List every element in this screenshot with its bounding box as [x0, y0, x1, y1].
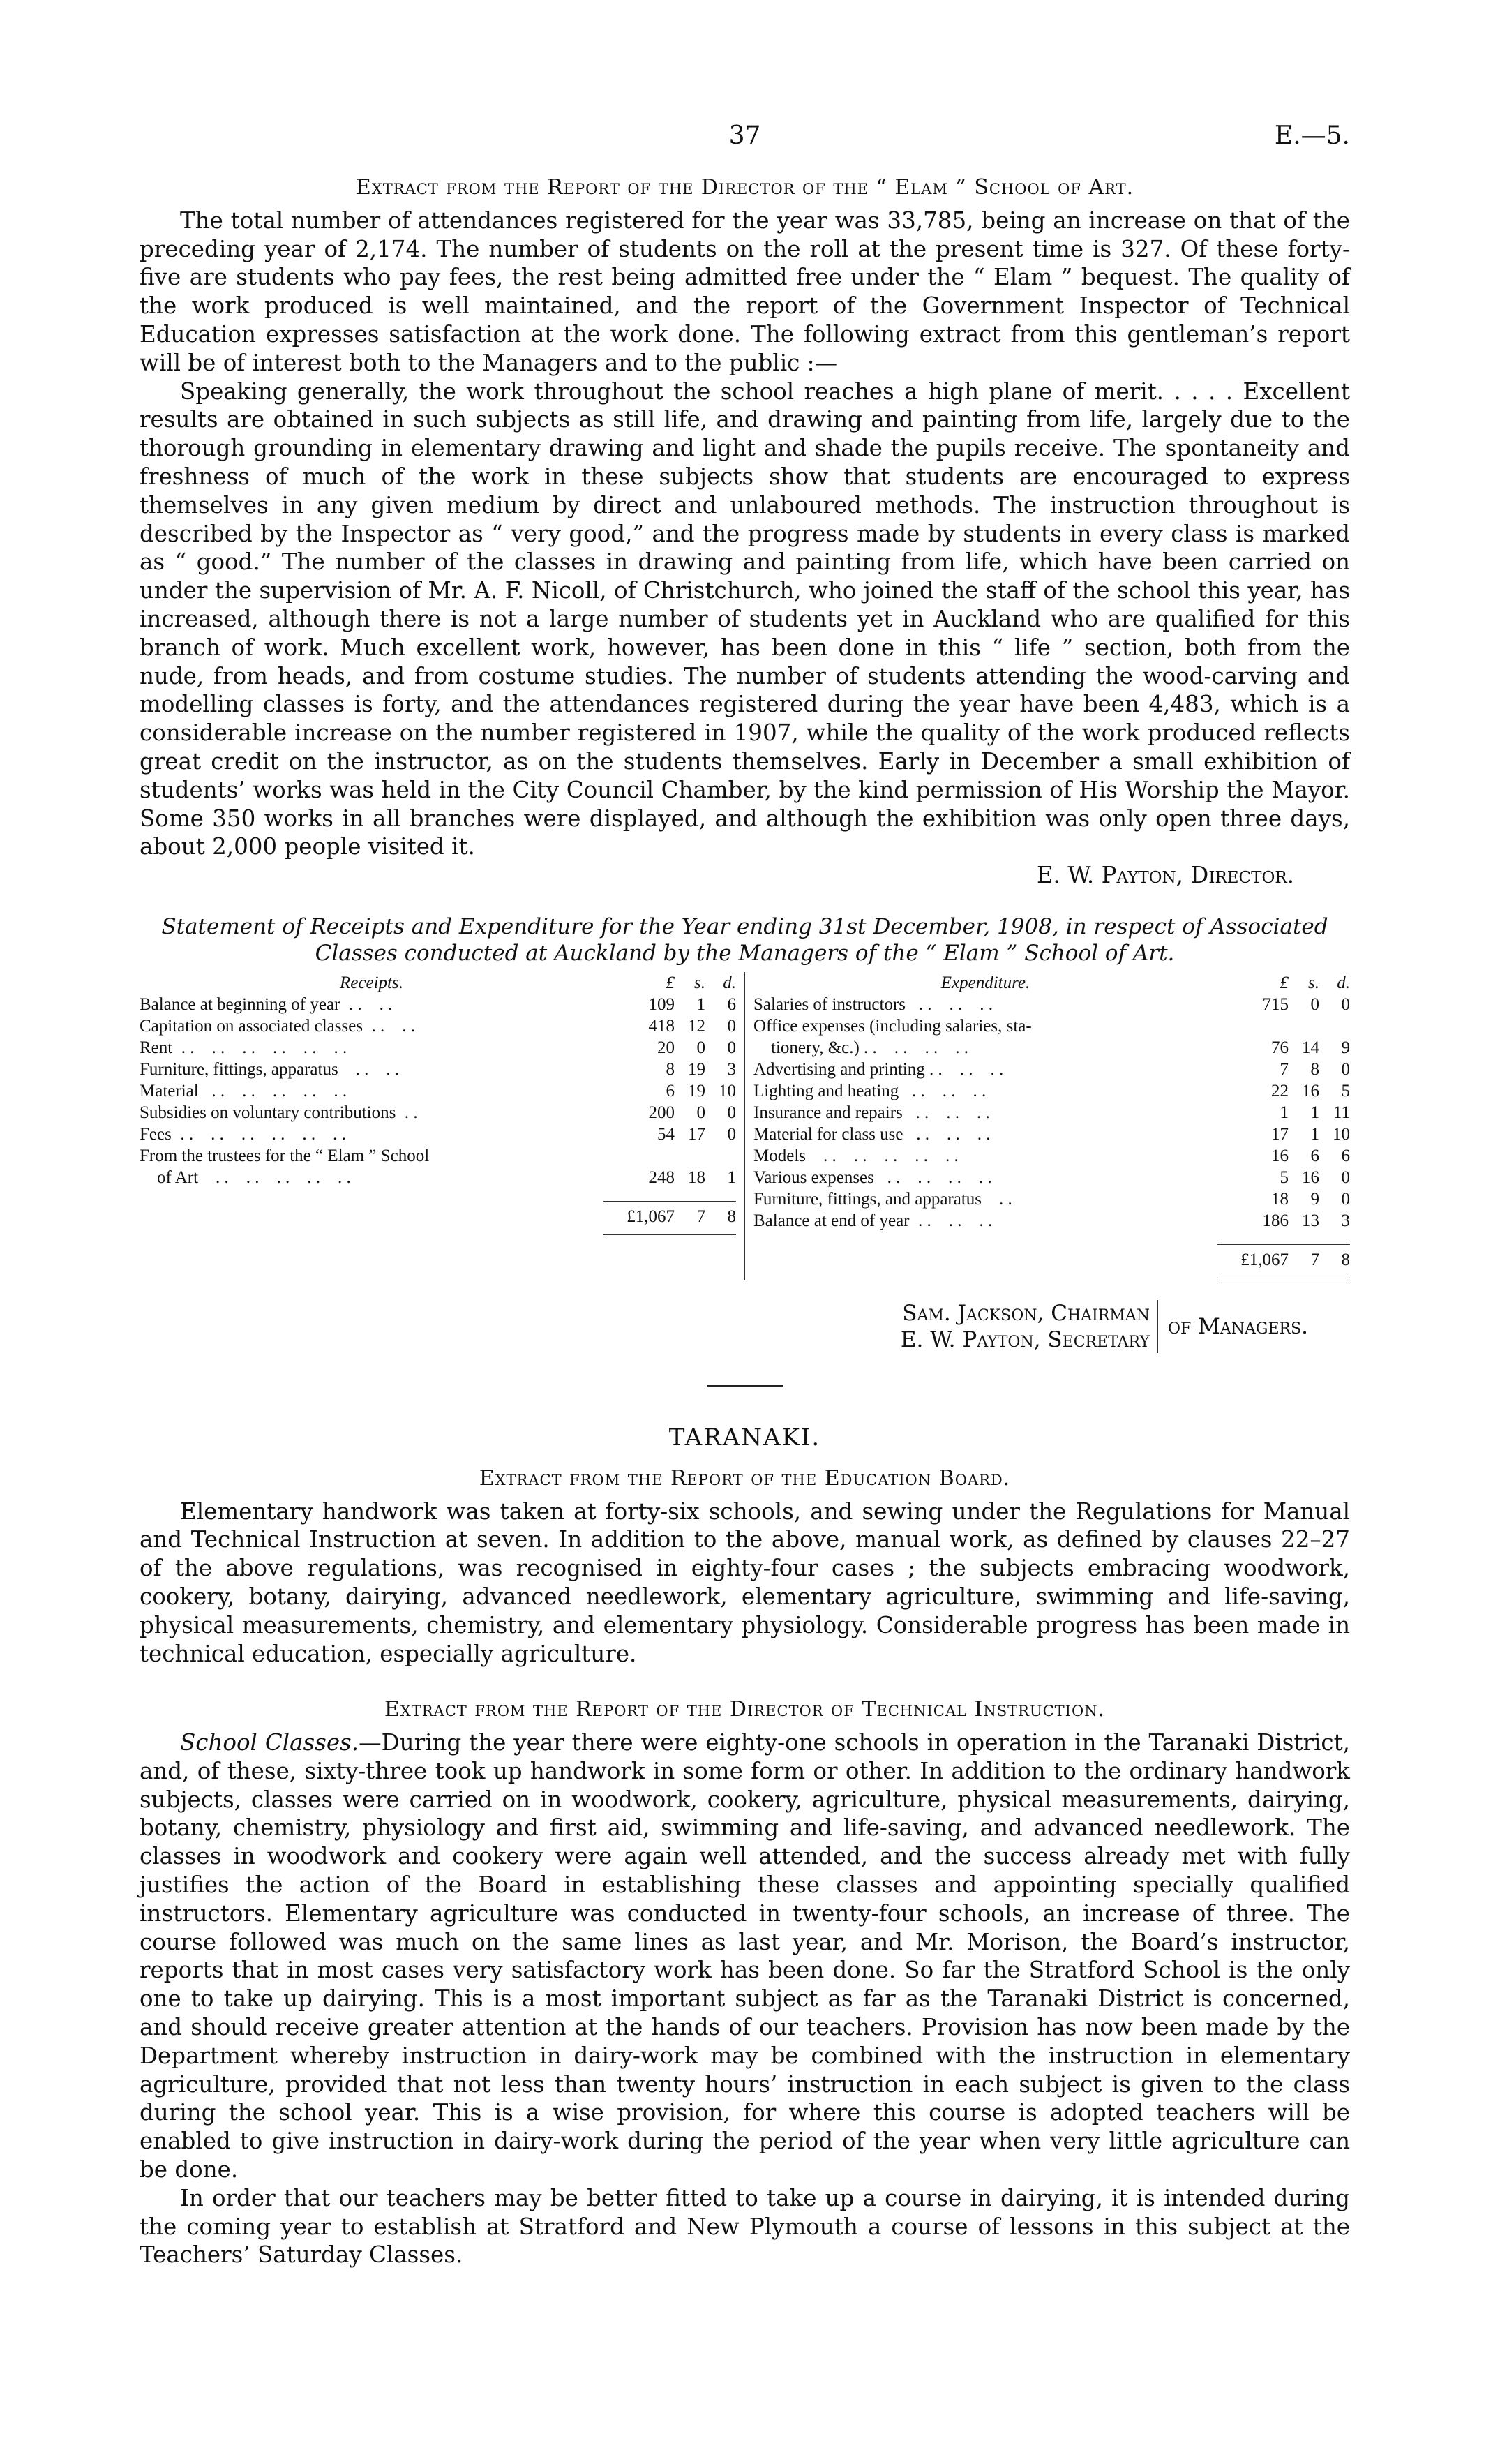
- technical-paragraph-2: In order that our teachers may be better fitted to take up a course in dairying, it is intended during the coming year to establish at Stratford and New Plymouth a course of lessons in this subject at the Teachers’ Saturday Classes.: [140, 2184, 1350, 2269]
- expenditure-row: [753, 1015, 1350, 1037]
- receipt-amount-pence: 0: [727, 1103, 736, 1122]
- receipt-row: [140, 1102, 736, 1123]
- expenditure-amount-shillings: 16: [1302, 1081, 1319, 1100]
- receipt-label: of Art . . . . . . . . . .: [140, 1167, 351, 1187]
- receipt-amount-shillings: 19: [688, 1059, 705, 1079]
- receipt-amount-pounds: 8: [666, 1059, 675, 1079]
- director-signature: E. W. Payton, Director.: [1036, 862, 1294, 889]
- expenditure-label: Material for class use . . . . . .: [753, 1124, 991, 1144]
- statement-caption: Statement of Receipts and Expenditure for the Year ending 31st December, 1908, in respect of Associated Classes conducted at Auckland by the Managers of the “ Elam ” School of Art.: [161, 913, 1328, 966]
- expenditure-amount-pounds: 18: [1271, 1189, 1289, 1209]
- signoff-names: [901, 1300, 1158, 1353]
- receipt-amount-pence: 3: [727, 1059, 736, 1079]
- document-reference: E.—5.: [1274, 121, 1350, 150]
- technical-heading: Extract from the Report of the Director of Technical Instruction.: [384, 1697, 1106, 1722]
- expenditure-label: Balance at end of year . . . . . .: [753, 1211, 993, 1230]
- receipt-label: From the trustees for the “ Elam ” School: [140, 1146, 430, 1165]
- receipt-amount-pounds: 54: [657, 1124, 675, 1144]
- signoff-suffix: of Managers.: [1167, 1313, 1308, 1339]
- receipt-row: [140, 1145, 736, 1167]
- expenditure-label: Models . . . . . . . . . .: [753, 1146, 959, 1165]
- receipt-amount-pounds: 109: [648, 994, 675, 1014]
- receipt-amount-shillings: 17: [688, 1124, 705, 1144]
- receipt-amount-pence: 0: [727, 1124, 736, 1144]
- receipt-label: Balance at beginning of year . . . .: [140, 994, 393, 1014]
- receipt-label: Fees . . . . . . . . . . . .: [140, 1124, 346, 1144]
- receipts-column: [140, 972, 745, 1280]
- expenditure-row: [753, 1123, 1350, 1145]
- section-divider: [707, 1385, 783, 1387]
- taranaki-title: TARANAKI.: [668, 1423, 821, 1451]
- receipt-amount-shillings: 0: [696, 1103, 705, 1122]
- expenditure-amount-pence: 3: [1341, 1211, 1350, 1230]
- receipt-label: Subsidies on voluntary contributions . .: [140, 1103, 418, 1122]
- expenditure-amount-shillings: 16: [1302, 1167, 1319, 1187]
- receipt-amount-shillings: 1: [696, 994, 705, 1014]
- expenditure-amount-pence: 0: [1341, 1059, 1350, 1079]
- expenditure-row: [753, 994, 1350, 1015]
- receipt-row: [140, 1167, 736, 1188]
- receipt-amount-pounds: 6: [666, 1081, 675, 1100]
- receipts-double-rule: [603, 1227, 736, 1237]
- receipts-total-row: £1,067 7 8: [140, 1201, 736, 1227]
- receipt-amount-pounds: 248: [648, 1167, 675, 1187]
- receipt-row: [140, 1059, 736, 1080]
- receipt-row: [140, 994, 736, 1015]
- receipt-amount-pounds: 20: [657, 1038, 675, 1057]
- technical-paragraph-1: [140, 1728, 1350, 2184]
- expenditure-amount-shillings: 1: [1310, 1124, 1319, 1144]
- expenditure-amount-pence: 5: [1341, 1081, 1350, 1100]
- receipts-header-row: Receipts. £ s. d.: [140, 972, 736, 994]
- expenditure-amount-pounds: 715: [1262, 994, 1289, 1014]
- expenditure-header-row: Expenditure. £ s. d.: [753, 972, 1350, 994]
- expenditure-double-rule: [1217, 1271, 1350, 1280]
- expenditure-amount-shillings: 0: [1310, 994, 1319, 1014]
- expenditure-amount-pounds: 76: [1271, 1038, 1289, 1057]
- expenditure-amount-pence: 11: [1333, 1103, 1350, 1122]
- expenditure-row: [753, 1080, 1350, 1102]
- receipt-amount-shillings: 18: [688, 1167, 705, 1187]
- expenditure-amount-pence: 9: [1341, 1038, 1350, 1057]
- expenditure-amount-pence: 6: [1341, 1146, 1350, 1165]
- page-header: [140, 122, 1350, 164]
- board-heading: Extract from the Report of the Education Board.: [479, 1465, 1011, 1491]
- receipt-label: Capitation on associated classes . . . .: [140, 1016, 416, 1036]
- receipt-label: Furniture, fittings, apparatus . . . .: [140, 1059, 400, 1079]
- expenditure-column: [745, 972, 1350, 1280]
- expenditure-amount-pounds: 7: [1280, 1059, 1289, 1079]
- expenditure-total-row: £1,067 7 8: [753, 1244, 1350, 1271]
- expenditure-row: [753, 1188, 1350, 1210]
- school-classes-lead: School Classes.: [180, 1729, 359, 1756]
- elam-paragraph-2: Speaking generally, the work throughout the school reaches a high plane of merit. . . . . Excellent results are obtained in such subjects as still life, and drawing and painting from life, largely due to the thorough grounding in elementary drawing and light and shade the pupils receive. The spontaneity and freshness of much of the work in these subjects show that students are encouraged to express themselves in any given medium by direct and unlaboured methods. The instruction throughout is described by the Inspector as “ very good,” and the progress made by students in every class is marked as “ good.” The number of the classes in drawing and painting from life, which have been carried on under the supervision of Mr. A. F. Nicoll, of Christchurch, who joined the staff of the school this year, has increased, although there is not a large number of students yet in Auckland who are qualified for this branch of work. Much excellent work, however, has been done in this “ life ” section, both from the nude, from heads, and from costume studies. The number of students attending the wood-carving and modelling classes is forty, and the attendances registered during the year have been 4,483, which is a considerable increase on the number registered in 1907, while the quality of the work produced reflects great credit on the instructor, as on the students themselves. Early in December a small exhibition of students’ works was held in the City Council Chamber, by the kind permission of His Worship the Mayor. Some 350 works in all branches were displayed, and although the exhibition was only open three days, about 2,000 people visited it.: [140, 378, 1350, 860]
- expenditure-amount-shillings: 8: [1310, 1059, 1319, 1079]
- expenditure-label: Salaries of instructors . . . . . .: [753, 994, 993, 1014]
- expenditure-row: [753, 1145, 1350, 1167]
- expenditure-amount-pounds: 5: [1280, 1167, 1289, 1187]
- expenditure-amount-pence: 0: [1341, 1189, 1350, 1209]
- expenditure-amount-shillings: 6: [1310, 1146, 1319, 1165]
- receipt-label: Rent . . . . . . . . . . . .: [140, 1038, 347, 1057]
- expenditure-row: [753, 1210, 1350, 1232]
- technical-paragraph-1-text: —During the year there were eighty-one schools in operation in the Taranaki District, and, of these, sixty-three took up handwork in some form or other. In addition to the ordinary handwork subjects, classes were carried on in woodwork, cookery, agriculture, physical measurements, dairying, botany, chemistry, physiology and first aid, swimming and life-saving, and advanced needlework. The classes in woodwork and cookery were again well attended, and the success already met with fully justifies the action of the Board in establishing these classes and appointing specially qualified instructors. Elementary agriculture was conducted in twenty-four schools, an increase of three. The course followed was much on the same lines as last year, and Mr. Morison, the Board’s instructor, reports that in most cases very satisfactory work has been done. So far the Stratford School is the only one to take up dairying. This is a most important subject as far as the Taranaki District is concerned, and should receive greater attention at the hands of our teachers. Provision has now been made by the Department whereby instruction in dairy-work may be combined with the instruction in elementary agriculture, provided that not less than twenty hours’ instruction in each subject is given to the class during the school year. This is a wise provision, for where this course is adopted teachers will be enabled to give instruction in dairy-work during the period of the year when very little agriculture can be done.: [140, 1729, 1350, 2183]
- expenditure-row: [753, 1059, 1350, 1080]
- elam-paragraph-1: The total number of attendances registered for the year was 33,785, being an increase on that of the preceding year of 2,174. The number of students on the roll at the present time is 327. Of these forty-five are students who pay fees, the rest being admitted free under the “ Elam ” bequest. The quality of the work produced is well maintained, and the report of the Government Inspector of Technical Education expresses satisfaction at the work done. The following extract from this gentleman’s report will be of interest both to the Managers and to the public :—: [140, 207, 1350, 376]
- receipt-row: [140, 1037, 736, 1059]
- receipt-row: [140, 1123, 736, 1145]
- expenditure-amount-pounds: 186: [1262, 1211, 1289, 1230]
- expenditure-label: Insurance and repairs . . . . . .: [753, 1103, 990, 1122]
- secretary-signature: E. W. Payton, Secretary: [900, 1327, 1150, 1352]
- elam-signature-line: [140, 861, 1350, 890]
- expenditure-label: Office expenses (including salaries, sta-: [753, 1016, 1032, 1036]
- expenditure-amount-shillings: 14: [1302, 1038, 1319, 1057]
- receipt-row: [140, 1015, 736, 1037]
- expenditure-label: Furniture, fittings, and apparatus . .: [753, 1189, 1012, 1209]
- receipt-amount-shillings: 0: [696, 1038, 705, 1057]
- expenditure-amount-pounds: 1: [1280, 1103, 1289, 1122]
- chairman-signature: Sam. Jackson, Chairman: [902, 1300, 1150, 1326]
- page-number: 37: [728, 121, 761, 150]
- expenditure-row: [753, 1167, 1350, 1188]
- expenditure-label: Lighting and heating . . . . . .: [753, 1081, 987, 1100]
- expenditure-label: Advertising and printing . . . . . .: [753, 1059, 1004, 1079]
- receipt-amount-shillings: 12: [688, 1016, 705, 1036]
- expenditure-amount-pence: 0: [1341, 1167, 1350, 1187]
- expenditure-amount-shillings: 13: [1302, 1211, 1319, 1230]
- receipt-amount-pounds: 418: [648, 1016, 675, 1036]
- expenditure-heading: Expenditure.: [940, 973, 1030, 992]
- receipt-amount-pounds: 200: [648, 1103, 675, 1122]
- receipt-amount-pence: 1: [727, 1167, 736, 1187]
- expenditure-row: [753, 1037, 1350, 1059]
- statement-table: [140, 972, 1350, 1280]
- expenditure-label: Various expenses . . . . . . . .: [753, 1167, 992, 1187]
- receipt-label: Material . . . . . . . . . .: [140, 1081, 347, 1100]
- board-paragraph: Elementary handwork was taken at forty-six schools, and sewing under the Regulations for Manual and Technical Instruction at seven. In addition to the above, manual work, as defined by clauses 22–27 of the above regulations, was recognised in eighty-four cases ; the subjects embracing woodwork, cookery, botany, dairying, advanced needlework, elementary agriculture, swimming and life-saving, physical measurements, chemistry, and elementary physiology. Considerable progress has been made in technical education, especially agriculture.: [140, 1498, 1350, 1667]
- expenditure-amount-shillings: 9: [1310, 1189, 1319, 1209]
- statement-signoff: [140, 1300, 1308, 1353]
- receipts-heading: Receipts.: [340, 973, 403, 992]
- receipt-amount-pence: 0: [727, 1038, 736, 1057]
- elam-heading: Extract from the Report of the Director of the “ Elam ” School of Art.: [355, 175, 1134, 200]
- expenditure-amount-pounds: 22: [1271, 1081, 1289, 1100]
- receipt-row: [140, 1080, 736, 1102]
- expenditure-amount-pence: 10: [1333, 1124, 1350, 1144]
- expenditure-label: tionery, &c.) . . . . . . . .: [753, 1038, 969, 1057]
- expenditure-amount-shillings: 1: [1310, 1103, 1319, 1122]
- expenditure-amount-pounds: 17: [1271, 1124, 1289, 1144]
- receipt-amount-pence: 6: [727, 994, 736, 1014]
- expenditure-amount-pounds: 16: [1271, 1146, 1289, 1165]
- expenditure-amount-pence: 0: [1341, 994, 1350, 1014]
- receipt-amount-pence: 0: [727, 1016, 736, 1036]
- expenditure-row: [753, 1102, 1350, 1123]
- receipt-amount-pence: 10: [719, 1081, 736, 1100]
- receipt-amount-shillings: 19: [688, 1081, 705, 1100]
